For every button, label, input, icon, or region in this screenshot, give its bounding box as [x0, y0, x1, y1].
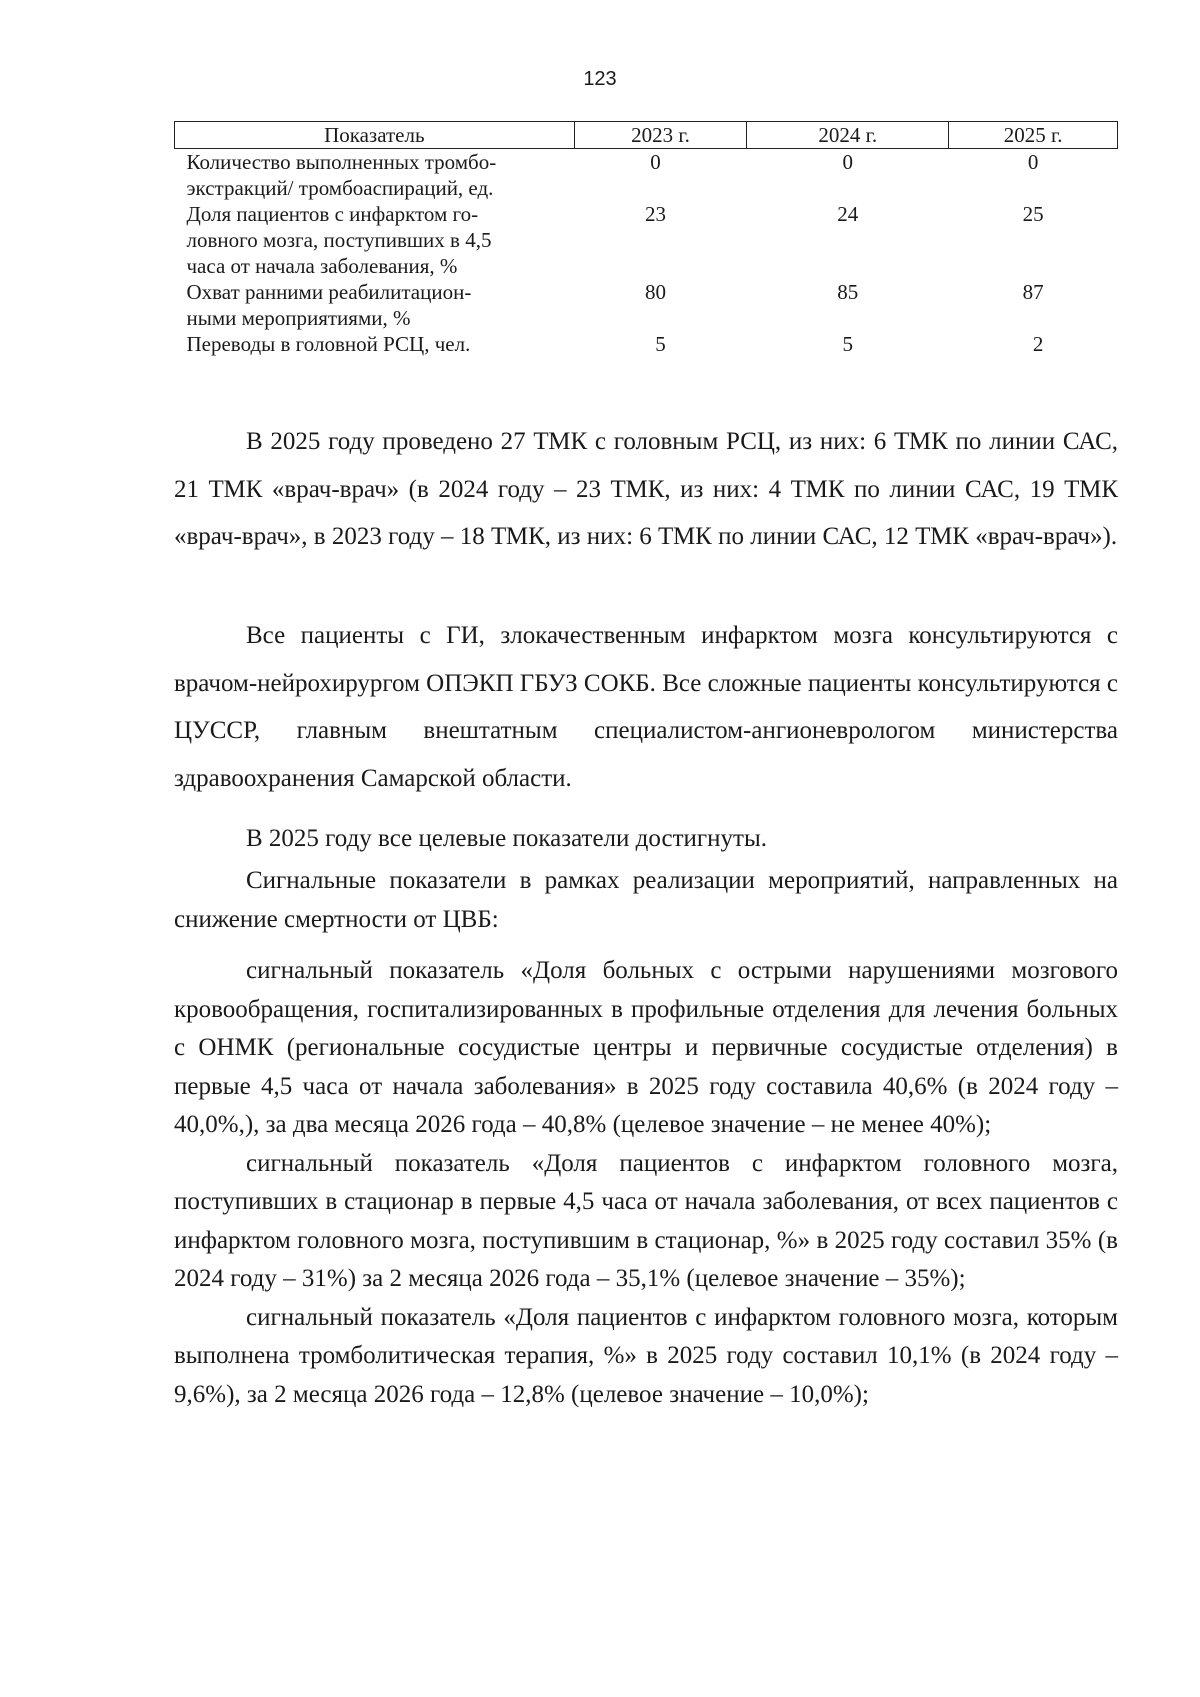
table-row — [175, 201, 1118, 279]
paragraph-text: Все пациенты с ГИ, злокачественным инфарктом мозга консультируются с врачом-нейрохирургом ОПЭКП ГБУЗ СОКБ. Все сложные пациенты консультируются с ЦУССР, главным внештатным специалистом-ангионеврологом министерства здравоохранения Самарской области. — [174, 622, 1118, 792]
paragraph-targets-achieved — [174, 815, 1118, 863]
table-row — [175, 331, 1118, 357]
paragraph-consultations — [174, 612, 1118, 802]
row-value-2023: 0 — [650, 150, 661, 174]
header-year-2025: 2025 г. — [949, 122, 1118, 149]
signal-indicators-list — [174, 952, 1118, 1414]
header-indicator: Показатель — [175, 122, 575, 149]
paragraph-text: В 2025 году все целевые показатели достигнуты. — [246, 825, 767, 852]
paragraph-text: Сигнальные показатели в рамках реализации мероприятий, направленных на снижение смертности от ЦВБ: — [174, 867, 1118, 933]
row-label: Доля пациентов с инфарктом го- ловного мозга, поступивших в 4,5 часа от начала заболевания, % — [186, 202, 492, 278]
paragraph-signal-intro — [174, 862, 1118, 939]
row-value-2023: 23 — [645, 202, 667, 226]
table-row — [175, 279, 1118, 331]
row-value-2024: 0 — [842, 150, 854, 174]
row-label: Охват ранними реабилитацион- ными мероприятиями, % — [186, 280, 472, 330]
signal-indicator-item: сигнальный показатель «Доля пациентов с инфарктом головного мозга, поступивших в стационар в первые 4,5 часа от начала заболевания, от всех пациентов с инфарктом головного мозга, поступившим в стационар, %» в 2025 году составил 35% (в 2024 году – 31%) за 2 месяца 2026 года – 35,1% (целевое значение – 35%); — [174, 1149, 1118, 1292]
page-number: 123 — [583, 68, 617, 90]
row-label: Переводы в головной РСЦ, чел. — [186, 332, 471, 356]
row-label: Количество выполненных тромбо- экстракций/ тромбоаспираций, ед. — [186, 150, 497, 200]
row-value-2023: 80 — [645, 280, 667, 304]
header-year-2023: 2023 г. — [574, 122, 747, 149]
row-value-2024: 5 — [842, 332, 854, 356]
row-value-2025: 87 — [1022, 280, 1044, 304]
row-value-2025: 25 — [1022, 202, 1044, 226]
table-row — [175, 149, 1118, 202]
row-value-2025: 2 — [1032, 332, 1044, 356]
row-value-2024: 24 — [837, 202, 859, 226]
row-value-2024: 85 — [837, 280, 859, 304]
paragraph-text: В 2025 году проведено 27 ТМК с головным РСЦ, из них: 6 ТМК по линии САС, 21 ТМК «врач-врач» (в 2024 году – 23 ТМК, из них: 4 ТМК по линии САС, 19 ТМК «врач-врач», в 2023 году – 18 ТМК, из них: 6 ТМК по линии САС, 12 ТМК «врач-врач»). — [174, 428, 1118, 550]
row-value-2025: 0 — [1027, 150, 1039, 174]
row-value-2023: 5 — [655, 332, 666, 356]
table-header-row — [175, 122, 1118, 149]
signal-indicator-item: сигнальный показатель «Доля пациентов с инфарктом головного мозга, которым выполнена тромболитическая терапия, %» в 2025 году составил 10,1% (в 2024 году – 9,6%), за 2 месяца 2026 года – 12,8% (целевое значение – 10,0%); — [174, 1303, 1118, 1408]
header-year-2024: 2024 г. — [747, 122, 949, 149]
signal-indicator-item: сигнальный показатель «Доля больных с острыми нарушениями мозгового кровообращения, госпитализированных в профильные отделения для лечения больных с ОНМК (региональные сосудистые центры и первичные сосудистые отделения) в первые 4,5 часа от начала заболевания» в 2025 году составила 40,6% (в 2024 году – 40,0%,), за два месяца 2026 года – 40,8% (целевое значение – не менее 40%); — [174, 957, 1118, 1138]
indicators-table — [174, 121, 1118, 357]
paragraph-tmk-consultations — [174, 418, 1118, 561]
